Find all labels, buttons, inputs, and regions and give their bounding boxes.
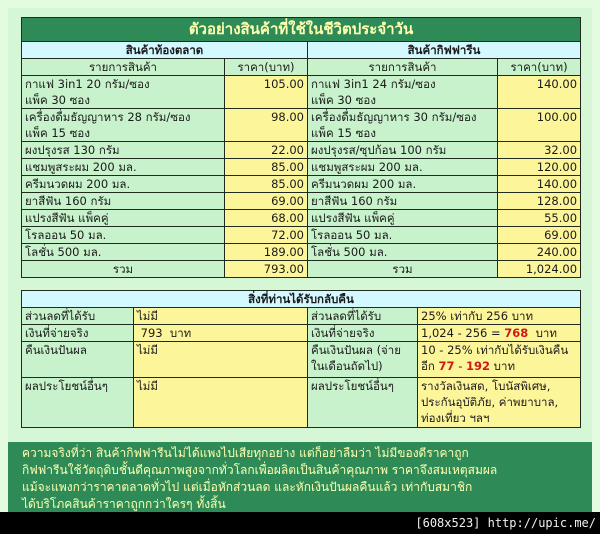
giffarine-total-label: รวม	[308, 261, 498, 278]
market-paid-label: เงินที่จ่ายจริง	[22, 325, 134, 342]
giffarine-benefits-label: ผลประโยชน์อื่นๆ	[308, 378, 418, 428]
item-name-line: เครื่องดื่มธัญญาหาร 30 กรัม/ซอง	[311, 110, 477, 124]
giffarine-item-name	[308, 109, 498, 142]
table-row	[22, 142, 581, 159]
market-item-price: 98.00	[225, 109, 308, 142]
giffarine-item-price: 100.00	[498, 109, 581, 142]
dividend-max-highlight: 192	[466, 359, 491, 373]
banner-line: แม้จะแพงกว่าราคาตลาดทั่วไป แต่เมื่อหักส่วนลด และหักเงินปันผลคืนแล้ว เท่ากับสมาชิก	[22, 480, 473, 494]
paid-calc: 1,024 - 256 =	[421, 326, 505, 340]
market-item-name: โรลออน 50 มล.	[22, 227, 225, 244]
item-name-line: แพ็ค 15 ซอง	[311, 126, 376, 140]
dividend-min-highlight: 77	[438, 359, 455, 373]
giffarine-item-name: ผงปรุงรส/ซุปก้อน 100 กรัม	[308, 142, 498, 159]
item-name-line: เครื่องดื่มธัญญาหาร 28 กรัม/ซอง	[25, 110, 191, 124]
currency-unit: บาท	[528, 326, 557, 340]
market-item-price: 22.00	[225, 142, 308, 159]
table-row	[22, 227, 581, 244]
giffarine-products-heading: สินค้ากิฟฟารีน	[308, 42, 581, 59]
giffarine-item-name	[308, 76, 498, 109]
market-total-value: 793.00	[225, 261, 308, 278]
total-row	[22, 261, 581, 278]
item-name-line: แพ็ค 30 ซอง	[311, 93, 376, 107]
market-item-name: ผงปรุงรส 130 กรัม	[22, 142, 225, 159]
table-row	[22, 325, 581, 342]
table-row	[22, 159, 581, 176]
market-item-price: 72.00	[225, 227, 308, 244]
giffarine-total-value: 1,024.00	[498, 261, 581, 278]
giffarine-dividend-label: คืนเงินปันผล (จ่ายในเดือนถัดไป)	[308, 342, 418, 378]
giffarine-paid-label: เงินที่จ่ายจริง	[308, 325, 418, 342]
giffarine-item-price: 55.00	[498, 210, 581, 227]
giffarine-item-price: 140.00	[498, 76, 581, 109]
market-item-name	[22, 109, 225, 142]
market-discount-label: ส่วนลดที่ได้รับ	[22, 308, 134, 325]
market-item-price: 105.00	[225, 76, 308, 109]
market-item-name: แปรงสีฟัน แพ็คคู่	[22, 210, 225, 227]
item-name-line: กาแฟ 3in1 24 กรัม/ซอง	[311, 77, 436, 91]
market-dividend-label: คืนเงินปันผล	[22, 342, 134, 378]
image-host-watermark: [608x523] http://upic.me/	[415, 516, 596, 530]
table-row	[22, 244, 581, 261]
page-title: ตัวอย่างสินค้าที่ใช้ในชีวิตประจำวัน	[22, 18, 581, 42]
table-row	[22, 76, 581, 109]
giffarine-discount-value: 25% เท่ากับ 256 บาท	[418, 308, 581, 325]
table-row	[22, 342, 581, 378]
market-item-name: ยาสีฟัน 160 กรัม	[22, 193, 225, 210]
market-item-name: แชมพูสระผม 200 มล.	[22, 159, 225, 176]
market-item-price: 85.00	[225, 176, 308, 193]
giffarine-item-price: 140.00	[498, 176, 581, 193]
column-header-item: รายการสินค้า	[308, 59, 498, 76]
market-dividend-value: ไม่มี	[134, 342, 308, 378]
table-row	[22, 176, 581, 193]
market-item-name: ครีมนวดผม 200 มล.	[22, 176, 225, 193]
returns-heading: สิ่งที่ท่านได้รับกลับคืน	[22, 291, 581, 308]
paid-amount-highlight: 768	[504, 326, 529, 340]
table-row	[22, 109, 581, 142]
summary-banner	[8, 442, 592, 512]
giffarine-discount-label: ส่วนลดที่ได้รับ	[308, 308, 418, 325]
banner-line: ได้บริโภคสินค้าราคาถูกกว่าใครๆ ทั้งสิ้น	[22, 497, 226, 511]
column-header-price: ราคา(บาท)	[225, 59, 308, 76]
banner-line: กิฟฟารีนใช้วัตถุดิบชั้นดีคุณภาพสูงจากทั่วโลกเพื่อผลิตเป็นสินค้าคุณภาพ ราคาจึงสมเหตุสมผล	[22, 463, 498, 477]
giffarine-item-name: แชมพูสระผม 200 มล.	[308, 159, 498, 176]
market-paid-value: 793 บาท	[134, 325, 308, 342]
market-item-price: 85.00	[225, 159, 308, 176]
giffarine-item-name: แปรงสีฟัน แพ็คคู่	[308, 210, 498, 227]
giffarine-dividend-value	[418, 342, 581, 378]
market-item-price: 69.00	[225, 193, 308, 210]
item-name-line: แพ็ค 15 ซอง	[25, 126, 90, 140]
giffarine-item-price: 120.00	[498, 159, 581, 176]
giffarine-paid-value	[418, 325, 581, 342]
market-discount-value: ไม่มี	[134, 308, 308, 325]
item-name-line: กาแฟ 3in1 20 กรัม/ซอง	[25, 77, 150, 91]
item-name-line: แพ็ค 30 ซอง	[25, 93, 90, 107]
giffarine-item-name: โรลออน 50 มล.	[308, 227, 498, 244]
returns-table	[21, 290, 581, 428]
banner-line: ความจริงที่ว่า สินค้ากิฟฟารีนไม่ได้แพงไปเสียทุกอย่าง แต่ก็อย่าลืมว่า ไม่มีของดีราคาถูก	[22, 446, 469, 460]
column-header-item: รายการสินค้า	[22, 59, 225, 76]
market-item-price: 68.00	[225, 210, 308, 227]
table-row	[22, 193, 581, 210]
column-header-price: ราคา(บาท)	[498, 59, 581, 76]
market-item-price: 189.00	[225, 244, 308, 261]
currency-unit: บาท	[490, 359, 516, 373]
giffarine-item-price: 69.00	[498, 227, 581, 244]
market-item-name	[22, 76, 225, 109]
table-row	[22, 378, 581, 428]
giffarine-item-name: ครีมนวดผม 200 มล.	[308, 176, 498, 193]
market-item-name: โลชั่น 500 มล.	[22, 244, 225, 261]
giffarine-item-price: 240.00	[498, 244, 581, 261]
table-row	[22, 210, 581, 227]
table-row	[22, 308, 581, 325]
comparison-table	[21, 17, 581, 278]
market-total-label: รวม	[22, 261, 225, 278]
giffarine-item-price: 128.00	[498, 193, 581, 210]
giffarine-item-price: 32.00	[498, 142, 581, 159]
market-benefits-value: ไม่มี	[134, 378, 308, 428]
dividend-text: 10 - 25% เท่ากับได้รับเงินคืนอีก	[421, 343, 569, 373]
market-products-heading: สินค้าท้องตลาด	[22, 42, 308, 59]
market-benefits-label: ผลประโยชน์อื่นๆ	[22, 378, 134, 428]
giffarine-item-name: ยาสีฟัน 160 กรัม	[308, 193, 498, 210]
giffarine-item-name: โลชั่น 500 มล.	[308, 244, 498, 261]
giffarine-benefits-value: รางวัลเงินสด, โบนัสพิเศษ, ประกันอุบัติภัย, ค่าพยาบาล, ท่องเที่ยว ฯลฯ	[418, 378, 581, 428]
dividend-range-dash: -	[454, 359, 467, 373]
